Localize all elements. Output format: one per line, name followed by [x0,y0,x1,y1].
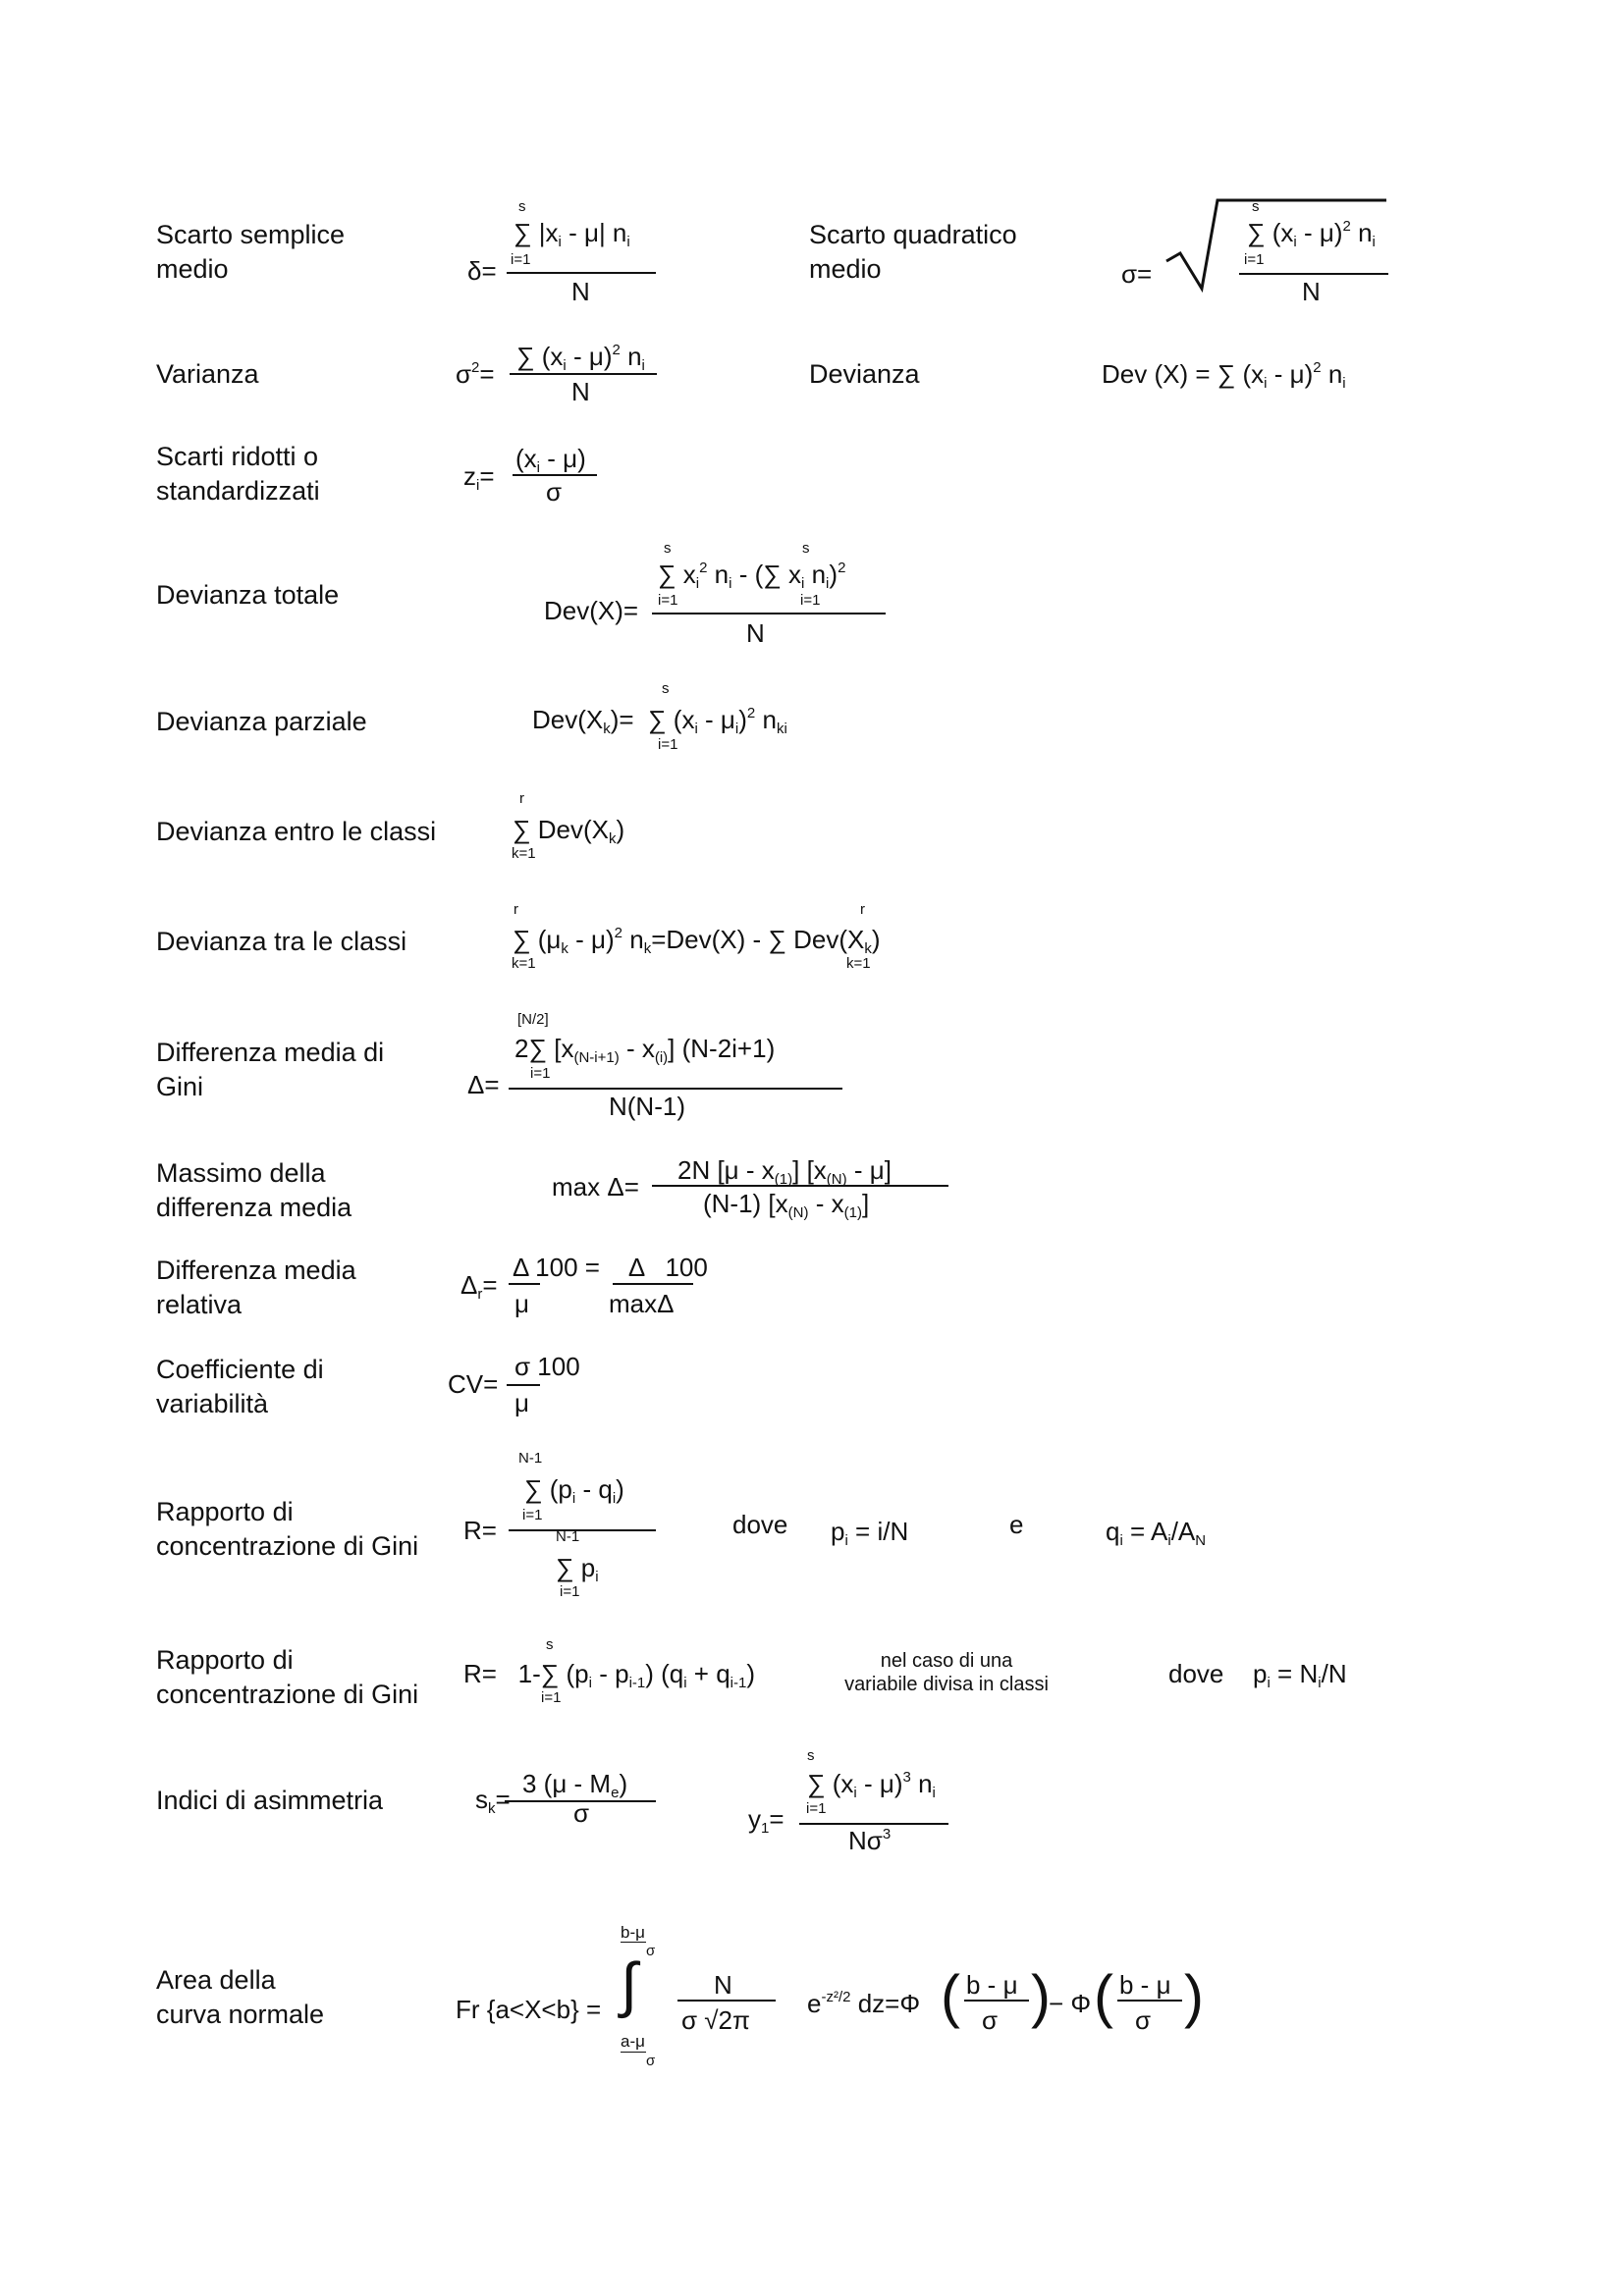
integral-sign: ∫ [621,1951,637,2019]
label-varianza: Varianza [156,359,259,389]
formula-text: δ= [467,256,497,286]
formula-text: R= [463,1516,497,1545]
label-line: standardizzati [156,476,320,506]
sum-upper: s [1252,198,1260,215]
fraction-bar [652,1185,948,1187]
label-line: Differenza media [156,1255,356,1285]
formula-text: $\Delta_r=$ [460,1270,498,1303]
formula-text: $y_1=$ [748,1804,784,1837]
sum-lower: i=1 [530,1065,551,1082]
formula-text: ∑ $x_i^2$ $n_i$ - (∑ $x_i$ $n_i)^2$ [658,560,846,592]
label-line: medio [156,254,229,284]
label-line: concentrazione di Gini [156,1680,419,1709]
sum-upper: r [519,790,524,807]
formula-text: 2∑ $[x_{(N-i+1)} - x_{(i)}]$ (N-2i+1) [514,1034,776,1066]
formula-text: μ [514,1388,529,1417]
formula-text: (N-1) $[x_{(N)} - x_{(1)}]$ [703,1189,870,1221]
label-line: medio [809,254,882,284]
label-line: Gini [156,1072,204,1101]
fraction-bar [799,1823,948,1825]
fraction-bar [621,1942,646,1943]
label-line: Scarto semplice [156,220,346,249]
label-line: variabilità [156,1389,269,1418]
sum-lower: k=1 [512,955,536,972]
sum-upper: r [514,901,518,918]
fraction-bar [652,613,886,614]
formula-text: N(N-1) [609,1092,685,1121]
label-line: relativa [156,1290,243,1319]
formula-text: σ= [1121,259,1153,289]
sum-upper: s [518,198,526,215]
sum-upper: N-1 [518,1450,543,1467]
formula-text: Δ= [467,1070,500,1099]
label-area-normale [156,1963,324,2032]
sum-lower: i=1 [511,251,531,268]
label-line: Rapporto di [156,1645,294,1675]
formula-text: ∑ $(x_i - \mu)^2$ $n_i$ [1247,218,1376,250]
note-line: nel caso di una [880,1650,1013,1672]
label-line: Scarto quadratico [809,220,1017,249]
fraction-bar [509,1088,842,1090]
formula-text: N [571,377,590,406]
formula-text: max Δ= [552,1172,639,1201]
sum-lower: k=1 [846,955,871,972]
formula-text: $\sigma^2=$ [456,359,495,389]
label-diff-relativa [156,1254,356,1322]
word-e: e [1009,1510,1024,1539]
fraction-bar [1117,2000,1182,2002]
label-rapporto-2 [156,1643,418,1712]
formula-text: $z_i=$ [463,461,495,494]
sum-upper: [N/2] [517,1011,549,1028]
formula-text: b - μ [1119,1970,1171,2000]
label-devianza-tra: Devianza tra le classi [156,927,407,956]
formula-text: σ [982,2005,999,2035]
formula-text: $p_i = i/N$ [831,1517,909,1549]
formula-text: Dev(X)= [544,596,639,625]
fraction-bar [509,1529,656,1531]
formula-text: ∑ $p_i$ [556,1553,599,1585]
formula-text: $p_i = N_i/N$ [1253,1659,1347,1691]
formula-text: Δ 100 = Δ 100 [513,1253,708,1282]
formula-text: σ [1135,2005,1152,2035]
label-line: Massimo della [156,1158,326,1188]
sum-lower: i=1 [1244,251,1265,268]
p-definition: i/N [877,1517,909,1546]
note-line: variabile divisa in classi [844,1674,1049,1695]
formula-text: R= 1-∑ $(p_i - p_{i-1}) (q_i + q_{i-1})$ [463,1659,756,1691]
note-classi [821,1649,1072,1696]
label-line: curva normale [156,2000,325,2029]
formula-text: 2N $[\mu - x_{(1)}]$ $[x_{(N)} - \mu]$ [677,1155,892,1188]
formula-text: σ 100 [514,1352,580,1381]
label-devianza: Devianza [809,359,920,389]
formula-text: $e^{-z^2/2}$ dz=Φ [807,1989,921,2018]
formula-text: $(x_i - \mu)$ [515,444,586,476]
fraction-bar [507,272,656,274]
formula-text: maxΔ [609,1289,675,1318]
label-scarti-ridotti [156,440,320,508]
sum-upper: s [546,1636,554,1653]
formula-text: N [714,1970,732,2000]
sum-lower: i=1 [800,592,821,609]
label-line: differenza media [156,1193,352,1222]
label-line: Area della [156,1965,276,1995]
sum-lower: i=1 [560,1583,580,1600]
formula-text: σ [546,477,563,507]
word-dove: dove [1168,1659,1224,1688]
fraction-bar [507,1384,540,1386]
formula-text: ∑ $(\mu_k - \mu)^2$ $n_k=Dev(X)$ - ∑ $Dev(X_k)$ [513,925,881,957]
sum-upper: s [664,540,672,557]
integral-lower-den: σ [646,2053,656,2069]
sum-lower: i=1 [658,592,678,609]
formula-text: $N\sigma^3$ [848,1826,892,1855]
label-devianza-entro: Devianza entro le classi [156,817,437,846]
formula-text: N [746,618,765,648]
label-line: Differenza media di [156,1038,385,1067]
formula-text: $Dev(X_k)=$ ∑ $(x_i - \mu_i)^2$ $n_{ki}$ [532,705,787,737]
formula-text: $s_k=$ [475,1785,511,1817]
formula-text: σ √2π [681,2005,750,2035]
label-devianza-parziale: Devianza parziale [156,707,367,736]
label-coeff-var [156,1353,324,1421]
sum-upper: s [802,540,810,557]
fraction-bar [621,2052,646,2053]
integral-lower: a-μ [621,2032,645,2051]
formula-text: ∑ $|x_i - \mu|$ $n_i$ [514,218,630,250]
formula-text: ∑ $Dev(X_k)$ [513,815,625,847]
label-scarto-quadratico [809,218,1017,287]
formula-text: μ [514,1289,529,1318]
formula-text: σ [573,1798,590,1828]
paren-open: ( [941,1963,960,2029]
label-massimo-diff [156,1156,352,1225]
formula-text: CV= [448,1369,499,1399]
fraction-bar [513,474,597,476]
label-line: concentrazione di Gini [156,1531,419,1561]
paren-close: ) [1184,1963,1204,2029]
sum-upper: s [807,1747,815,1764]
fraction-bar [1239,273,1388,275]
label-line: Scarti ridotti o [156,442,319,471]
formula-text: ∑ $(x_i - \mu)^3$ $n_i$ [807,1769,936,1801]
formula-text: Fr {a<X<b} = [456,1995,602,2024]
fraction-bar [964,2000,1029,2002]
label-gini-diff [156,1036,384,1104]
label-asimmetria: Indici di asimmetria [156,1786,384,1815]
formula-devianza: Dev (X) = ∑ $(x_i - \mu)^2$ $n_i$ [1102,359,1346,392]
sum-lower: k=1 [512,845,536,862]
formula-text: ∑ $(x_i - \mu)^2$ $n_i$ [516,342,645,374]
formula-text: N [571,277,590,306]
label-scarto-semplice [156,218,345,287]
label-rapporto-1 [156,1495,418,1564]
word-dove: dove [732,1510,788,1539]
sum-upper: N-1 [556,1528,580,1545]
fraction-bar [677,2000,776,2002]
sum-lower: i=1 [658,736,678,753]
label-line: Coefficiente di [156,1355,324,1384]
label-line: Rapporto di [156,1497,294,1526]
formula-text: ∑ $(p_i - q_i)$ [524,1474,624,1507]
label-devianza-totale: Devianza totale [156,580,340,610]
fraction-bar [509,1283,540,1285]
formula-text: − Φ [1049,1989,1092,2018]
formula-text: $q_i = A_i/A_N$ [1106,1517,1207,1549]
sum-upper: r [860,901,865,918]
paren-open: ( [1094,1963,1113,2029]
fraction-bar [510,373,657,375]
formula-text: 3 $(\mu - M_e)$ [522,1769,628,1801]
formula-text: b - μ [966,1970,1018,2000]
integral-upper-den: σ [646,1943,656,1959]
sum-lower: i=1 [541,1689,562,1706]
sum-lower: i=1 [806,1800,827,1817]
formula-text: N [1302,277,1321,306]
sum-lower: i=1 [522,1507,543,1523]
sum-upper: s [662,680,670,697]
paren-close: ) [1031,1963,1051,2029]
p-definition-2: N [1327,1659,1347,1688]
integral-upper: b-μ [621,1923,645,1942]
fraction-bar [613,1283,693,1285]
